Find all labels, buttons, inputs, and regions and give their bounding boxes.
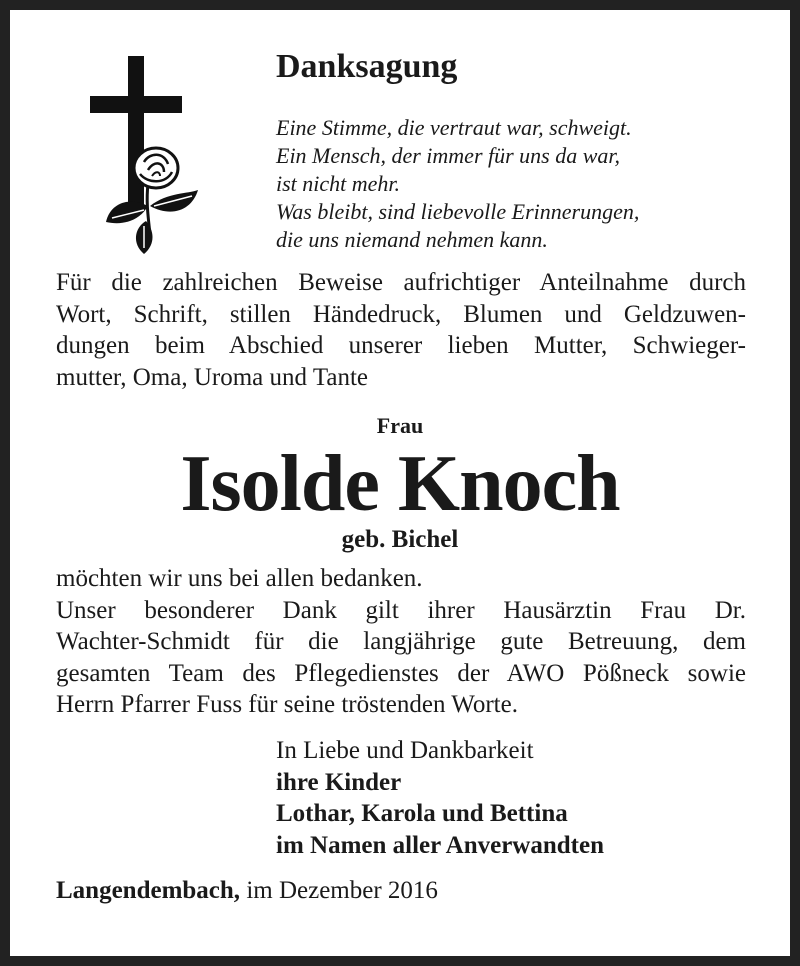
intro-line: mutter, Oma, Uroma und Tante	[56, 363, 368, 391]
intro-paragraph	[56, 267, 746, 393]
poem	[276, 114, 639, 254]
poem-line: Was bleibt, sind liebevolle Erinnerungen,	[276, 199, 640, 224]
place-date-line	[56, 876, 438, 906]
signature-closing: In Liebe und Dankbarkeit	[276, 737, 534, 764]
thanks-line: Herrn Pfarrer Fuss für seine tröstenden Worte.	[56, 691, 518, 718]
thanks-paragraph	[56, 563, 746, 721]
signature-block	[276, 735, 604, 861]
thanks-line: möchten wir uns bei allen bedanken.	[56, 565, 423, 592]
birth-name: geb. Bichel	[341, 526, 459, 553]
deceased-name: Isolde Knoch	[180, 440, 620, 528]
signature-on-behalf: im Namen aller Anverwandten	[276, 831, 604, 859]
intro-line: dungen beim Abschied unserer lieben Mutter, Schwieger-	[56, 332, 746, 359]
signature-relation: ihre Kinder	[276, 768, 402, 796]
honorific: Frau	[376, 413, 424, 438]
poem-line: ist nicht mehr.	[276, 171, 401, 196]
thanks-line: Wachter-Schmidt für die langjährige gute Betreuung, dem	[56, 628, 746, 655]
place: Langendembach,	[56, 877, 241, 904]
signature-names: Lothar, Karola und Bettina	[276, 800, 568, 827]
date: im Dezember 2016	[246, 877, 438, 904]
thanks-line: gesamten Team des Pflegedienstes der AWO Pößneck sowie	[56, 659, 746, 687]
poem-line: Eine Stimme, die vertraut war, schweigt.	[276, 115, 632, 140]
cross-with-rose-icon	[88, 56, 202, 256]
intro-line: Für die zahlreichen Beweise aufrichtiger Anteilnahme durch	[56, 269, 746, 296]
poem-line: Ein Mensch, der immer für uns da war,	[276, 143, 621, 168]
thanks-line: Unser besonderer Dank gilt ihrer Hausärztin Frau Dr.	[56, 596, 746, 624]
heading: Danksagung	[276, 48, 458, 85]
intro-line: Wort, Schrift, stillen Händedruck, Blumen und Geldzuwen-	[56, 300, 746, 328]
poem-line: die uns niemand nehmen kann.	[276, 227, 548, 252]
